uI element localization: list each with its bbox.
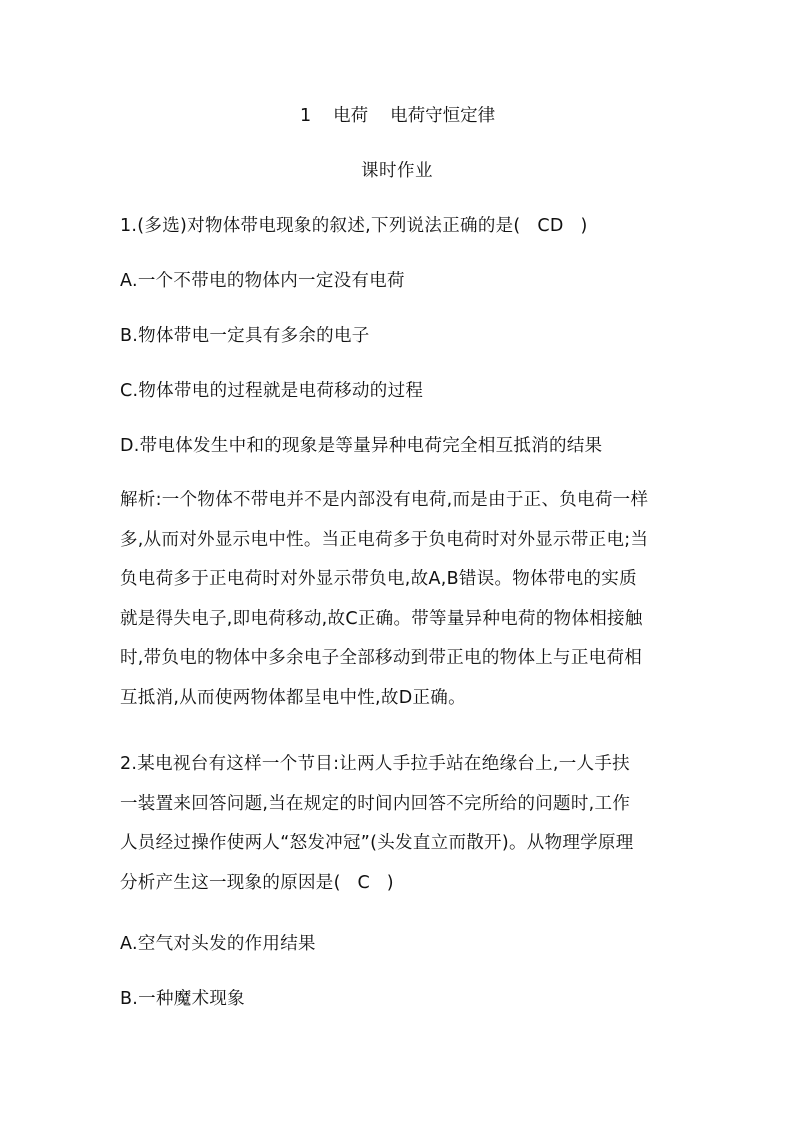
question-2-stem-line: 一装置来回答问题,当在规定的时间内回答不完所给的问题时,工作 xyxy=(120,793,631,814)
analysis-line: 多,从而对外显示电中性。当正电荷多于负电荷时对外显示带正电;当 xyxy=(120,529,649,550)
question-2-stem-line: 2.某电视台有这样一个节目:让两人手拉手站在绝缘台上,一人手扶 xyxy=(120,754,630,774)
section-heading: 课时作业 xyxy=(361,161,433,181)
question-1-stem-text: 1.(多选)对物体带电现象的叙述,下列说法正确的是( xyxy=(120,216,521,236)
question-1-stem-close: ) xyxy=(580,216,588,236)
analysis-line: 负电荷多于正电荷时对外显示带负电,故A,B错误。物体带电的实质 xyxy=(120,569,637,589)
question-2-option-b: B.一种魔术现象 xyxy=(120,989,245,1009)
question-1-option-d: D.带电体发生中和的现象是等量异种电荷完全相互抵消的结果 xyxy=(120,436,603,456)
page-title xyxy=(300,104,495,128)
analysis-line: 就是得失电子,即电荷移动,故C正确。带等量异种电荷的物体相接触 xyxy=(120,608,643,629)
question-1-option-c: C.物体带电的过程就是电荷移动的过程 xyxy=(120,381,424,401)
question-2-stem-text: 分析产生这一现象的原因是( xyxy=(120,872,341,893)
question-2-stem xyxy=(120,745,680,903)
lesson-number: 1 xyxy=(300,106,312,126)
lesson-subtitle: 电荷守恒定律 xyxy=(390,106,496,126)
question-1-stem xyxy=(120,214,588,238)
question-2-stem-line: 人员经过操作使两人“怒发冲冠”(头发直立而散开)。从物理学原理 xyxy=(120,833,634,853)
question-1-analysis xyxy=(120,481,680,718)
question-1-option-b: B.物体带电一定具有多余的电子 xyxy=(120,326,370,346)
analysis-line: 互抵消,从而使两物体都呈电中性,故D正确。 xyxy=(120,687,466,708)
question-2-stem-close: ) xyxy=(386,872,394,893)
question-1-option-a: A.一个不带电的物体内一定没有电荷 xyxy=(120,271,405,291)
lesson-topic: 电荷 xyxy=(333,106,369,126)
question-1-answer: CD xyxy=(537,216,564,236)
analysis-line: 解析:一个物体不带电并不是内部没有电荷,而是由于正、负电荷一样 xyxy=(120,490,649,510)
analysis-line: 时,带负电的物体中多余电子全部移动到带正电的物体上与正电荷相 xyxy=(120,648,643,668)
question-2-option-a: A.空气对头发的作用结果 xyxy=(120,934,316,954)
question-2-answer: C xyxy=(357,872,370,893)
question-2-stem-last-line xyxy=(120,864,680,904)
